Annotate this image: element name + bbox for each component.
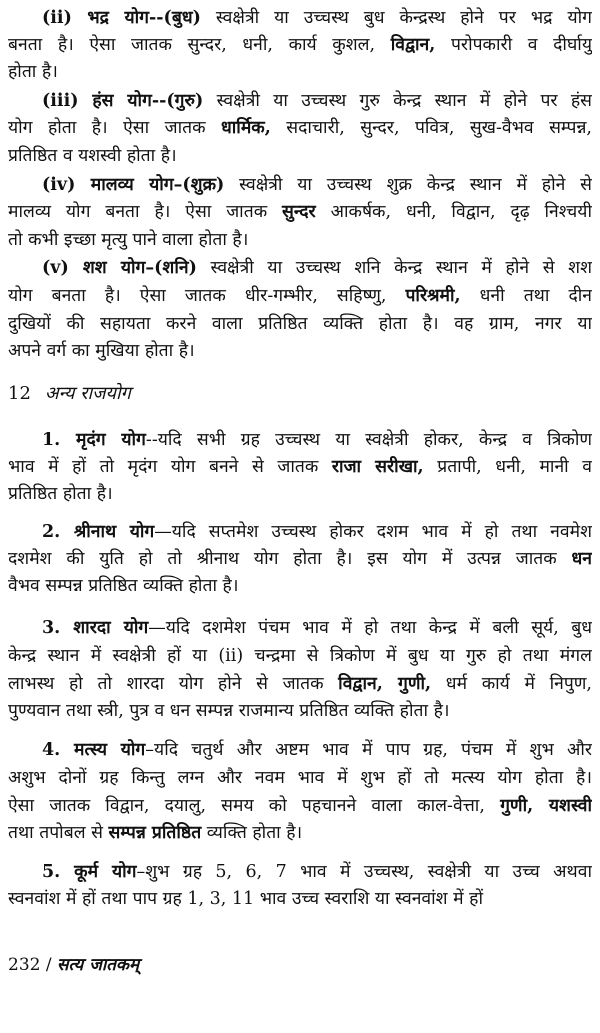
- bold-text: 1. मृदंग योग: [42, 430, 146, 450]
- bold-text: परिश्रमी,: [405, 286, 461, 306]
- paragraph-1-line: [8, 58, 592, 86]
- body-text: प्रतिष्ठित व यशस्वी होता है।: [8, 146, 177, 166]
- paragraph-2-line: [8, 142, 592, 170]
- paragraph-6-line: [8, 572, 592, 600]
- bold-text: (iv) मालव्य योग–(शुक्र): [42, 175, 225, 195]
- body-text: केन्द्र स्थान में स्वक्षेत्री हों या (ii) चन्द्रमा से त्रिकोण में बुध या गुरु हो तथा मंगल: [8, 646, 592, 666]
- paragraph-4-line: [8, 282, 592, 310]
- paragraph-5-line: [8, 453, 592, 481]
- section-title: अन्य राजयोग: [44, 383, 131, 404]
- paragraph-4-line: [8, 310, 592, 338]
- paragraph-3-line: [8, 198, 592, 226]
- body-text: होता है।: [8, 62, 58, 82]
- paragraph-6-line: [8, 545, 592, 573]
- bold-text: विद्वान, गुणी,: [338, 674, 432, 694]
- body-text: प्रतिष्ठित होता है।: [8, 484, 113, 504]
- bold-text: 3. शारदा योग: [42, 618, 149, 638]
- body-text: दशमेश की युति हो तो श्रीनाथ योग होता है। इस योग में उत्पन्न जातक: [8, 549, 572, 569]
- paragraph-7-line: [8, 670, 592, 698]
- body-text: स्वक्षेत्री या उच्चस्थ गुरु केन्द्र स्थान में होने पर हंस: [203, 91, 592, 111]
- paragraph-8-line: [8, 764, 592, 792]
- page-number: 232 /: [8, 955, 52, 975]
- bold-text: (v) शश योग–(शनि): [42, 258, 197, 278]
- body-text: सदाचारी, सुन्दर, पवित्र, सुख-वैभव सम्पन्न,: [270, 118, 592, 138]
- bold-text: 4. मत्स्य योग: [42, 740, 146, 760]
- bold-text: (iii) हंस योग--(गुरु): [42, 91, 204, 111]
- paragraph-7-line: [8, 697, 592, 725]
- body-text: प्रतापी, धनी, मानी व: [423, 457, 592, 477]
- body-text: –यदि चतुर्थ और अष्टम भाव में पाप ग्रह, पंचम में शुभ और: [145, 740, 592, 760]
- paragraph-7-line: [42, 614, 592, 642]
- page-footer: [8, 951, 139, 979]
- paragraph-7-line: [8, 642, 592, 670]
- paragraph-8-line: [42, 736, 592, 764]
- bold-text: (ii) भद्र योग--(बुध): [42, 8, 201, 28]
- body-text: वैभव सम्पन्न प्रतिष्ठित व्यक्ति होता है।: [8, 576, 239, 596]
- paragraph-9-line: [8, 885, 592, 913]
- body-text: तथा तपोबल से: [8, 823, 109, 843]
- bold-text: धार्मिक,: [221, 118, 271, 138]
- paragraph-4-line: [42, 254, 592, 282]
- paragraph-2-line: [42, 87, 592, 115]
- body-text: बनता है। ऐसा जातक सुन्दर, धनी, कार्य कुशल,: [8, 35, 391, 55]
- body-text: भाव में हों तो मृदंग योग बनने से जातक: [8, 457, 332, 477]
- body-text: अपने वर्ग का मुखिया होता है।: [8, 341, 195, 361]
- paragraph-1-line: [42, 4, 592, 32]
- bold-text: सम्पन्न प्रतिष्ठित: [108, 823, 202, 843]
- body-text: स्वक्षेत्री या उच्चस्थ शनि केन्द्र स्थान में होने से शश: [196, 258, 592, 278]
- paragraph-3-line: [8, 226, 592, 254]
- body-text: धर्म कार्य में निपुण,: [431, 674, 592, 694]
- book-title: सत्य जातकम्: [57, 955, 140, 975]
- paragraph-9-line: [42, 858, 592, 886]
- body-text: योग होता है। ऐसा जातक: [8, 118, 221, 138]
- body-text: स्वक्षेत्री या उच्चस्थ बुध केन्द्रस्थ होने पर भद्र योग: [200, 8, 592, 28]
- body-text: व्यक्ति होता है।: [201, 823, 303, 843]
- bold-text: विद्वान,: [390, 35, 436, 55]
- section-number: 12: [8, 383, 31, 404]
- body-text: —यदि दशमेश पंचम भाव में हो तथा केन्द्र में बली सूर्य, बुध: [148, 618, 592, 638]
- paragraph-5-line: [8, 480, 592, 508]
- bold-text: राजा सरीखा,: [331, 457, 424, 477]
- body-text: पुण्यवान तथा स्त्री, पुत्र व धन सम्पन्न राजमान्य प्रतिष्ठित व्यक्ति होता है।: [8, 701, 450, 721]
- body-text: योग बनता है। ऐसा जातक धीर-गम्भीर, सहिष्णु,: [8, 286, 406, 306]
- paragraph-8-line: [8, 819, 592, 847]
- body-text: स्वक्षेत्री या उच्चस्थ शुक्र केन्द्र स्थान में होने से: [224, 175, 592, 195]
- body-text: –शुभ ग्रह 5, 6, 7 भाव में उच्चस्थ, स्वक्षेत्री या उच्च अथवा: [136, 862, 592, 882]
- body-text: धनी तथा दीन: [460, 286, 592, 306]
- body-text: आकर्षक, धनी, विद्वान, दृढ़ निश्चयी: [315, 202, 592, 222]
- paragraph-5-line: [42, 426, 592, 454]
- paragraph-1-line: [8, 31, 592, 59]
- bold-text: धन: [571, 549, 592, 569]
- body-text: स्वनवांश में हों तथा पाप ग्रह 1, 3, 11 भाव उच्च स्वराशि या स्वनवांश में हों: [8, 889, 483, 909]
- body-text: परोपकारी व दीर्घायु: [435, 35, 592, 55]
- paragraph-3-line: [42, 171, 592, 199]
- body-text: लाभस्थ हो तो शारदा योग होने से जातक: [8, 674, 339, 694]
- body-text: मालव्य योग बनता है। ऐसा जातक: [8, 202, 283, 222]
- body-text: अशुभ दोनों ग्रह किन्तु लग्न और नवम भाव में शुभ हों तो मत्स्य योग होता है।: [8, 768, 592, 788]
- bold-text: गुणी, यशस्वी: [500, 796, 592, 816]
- paragraph-4-line: [8, 337, 592, 365]
- paragraph-6-line: [42, 518, 592, 546]
- bold-text: सुन्दर: [282, 202, 316, 222]
- bold-text: 5. कूर्म योग: [42, 862, 137, 882]
- body-text: --यदि सभी ग्रह उच्चस्थ या स्वक्षेत्री होकर, केन्द्र व त्रिकोण: [145, 430, 592, 450]
- bold-text: 2. श्रीनाथ योग: [42, 522, 155, 542]
- paragraph-8-line: [8, 792, 592, 820]
- body-text: तो कभी इच्छा मृत्यु पाने वाला होता है।: [8, 230, 249, 250]
- paragraph-2-line: [8, 114, 592, 142]
- section-heading: [8, 380, 131, 408]
- body-text: ऐसा जातक विद्वान, दयालु, समय को पहचानने वाला काल-वेत्ता,: [8, 796, 501, 816]
- body-text: —यदि सप्तमेश उच्चस्थ होकर दशम भाव में हो तथा नवमेश: [154, 522, 592, 542]
- body-text: दुखियों की सहायता करने वाला प्रतिष्ठित व्यक्ति होता है। वह ग्राम, नगर या: [8, 314, 592, 334]
